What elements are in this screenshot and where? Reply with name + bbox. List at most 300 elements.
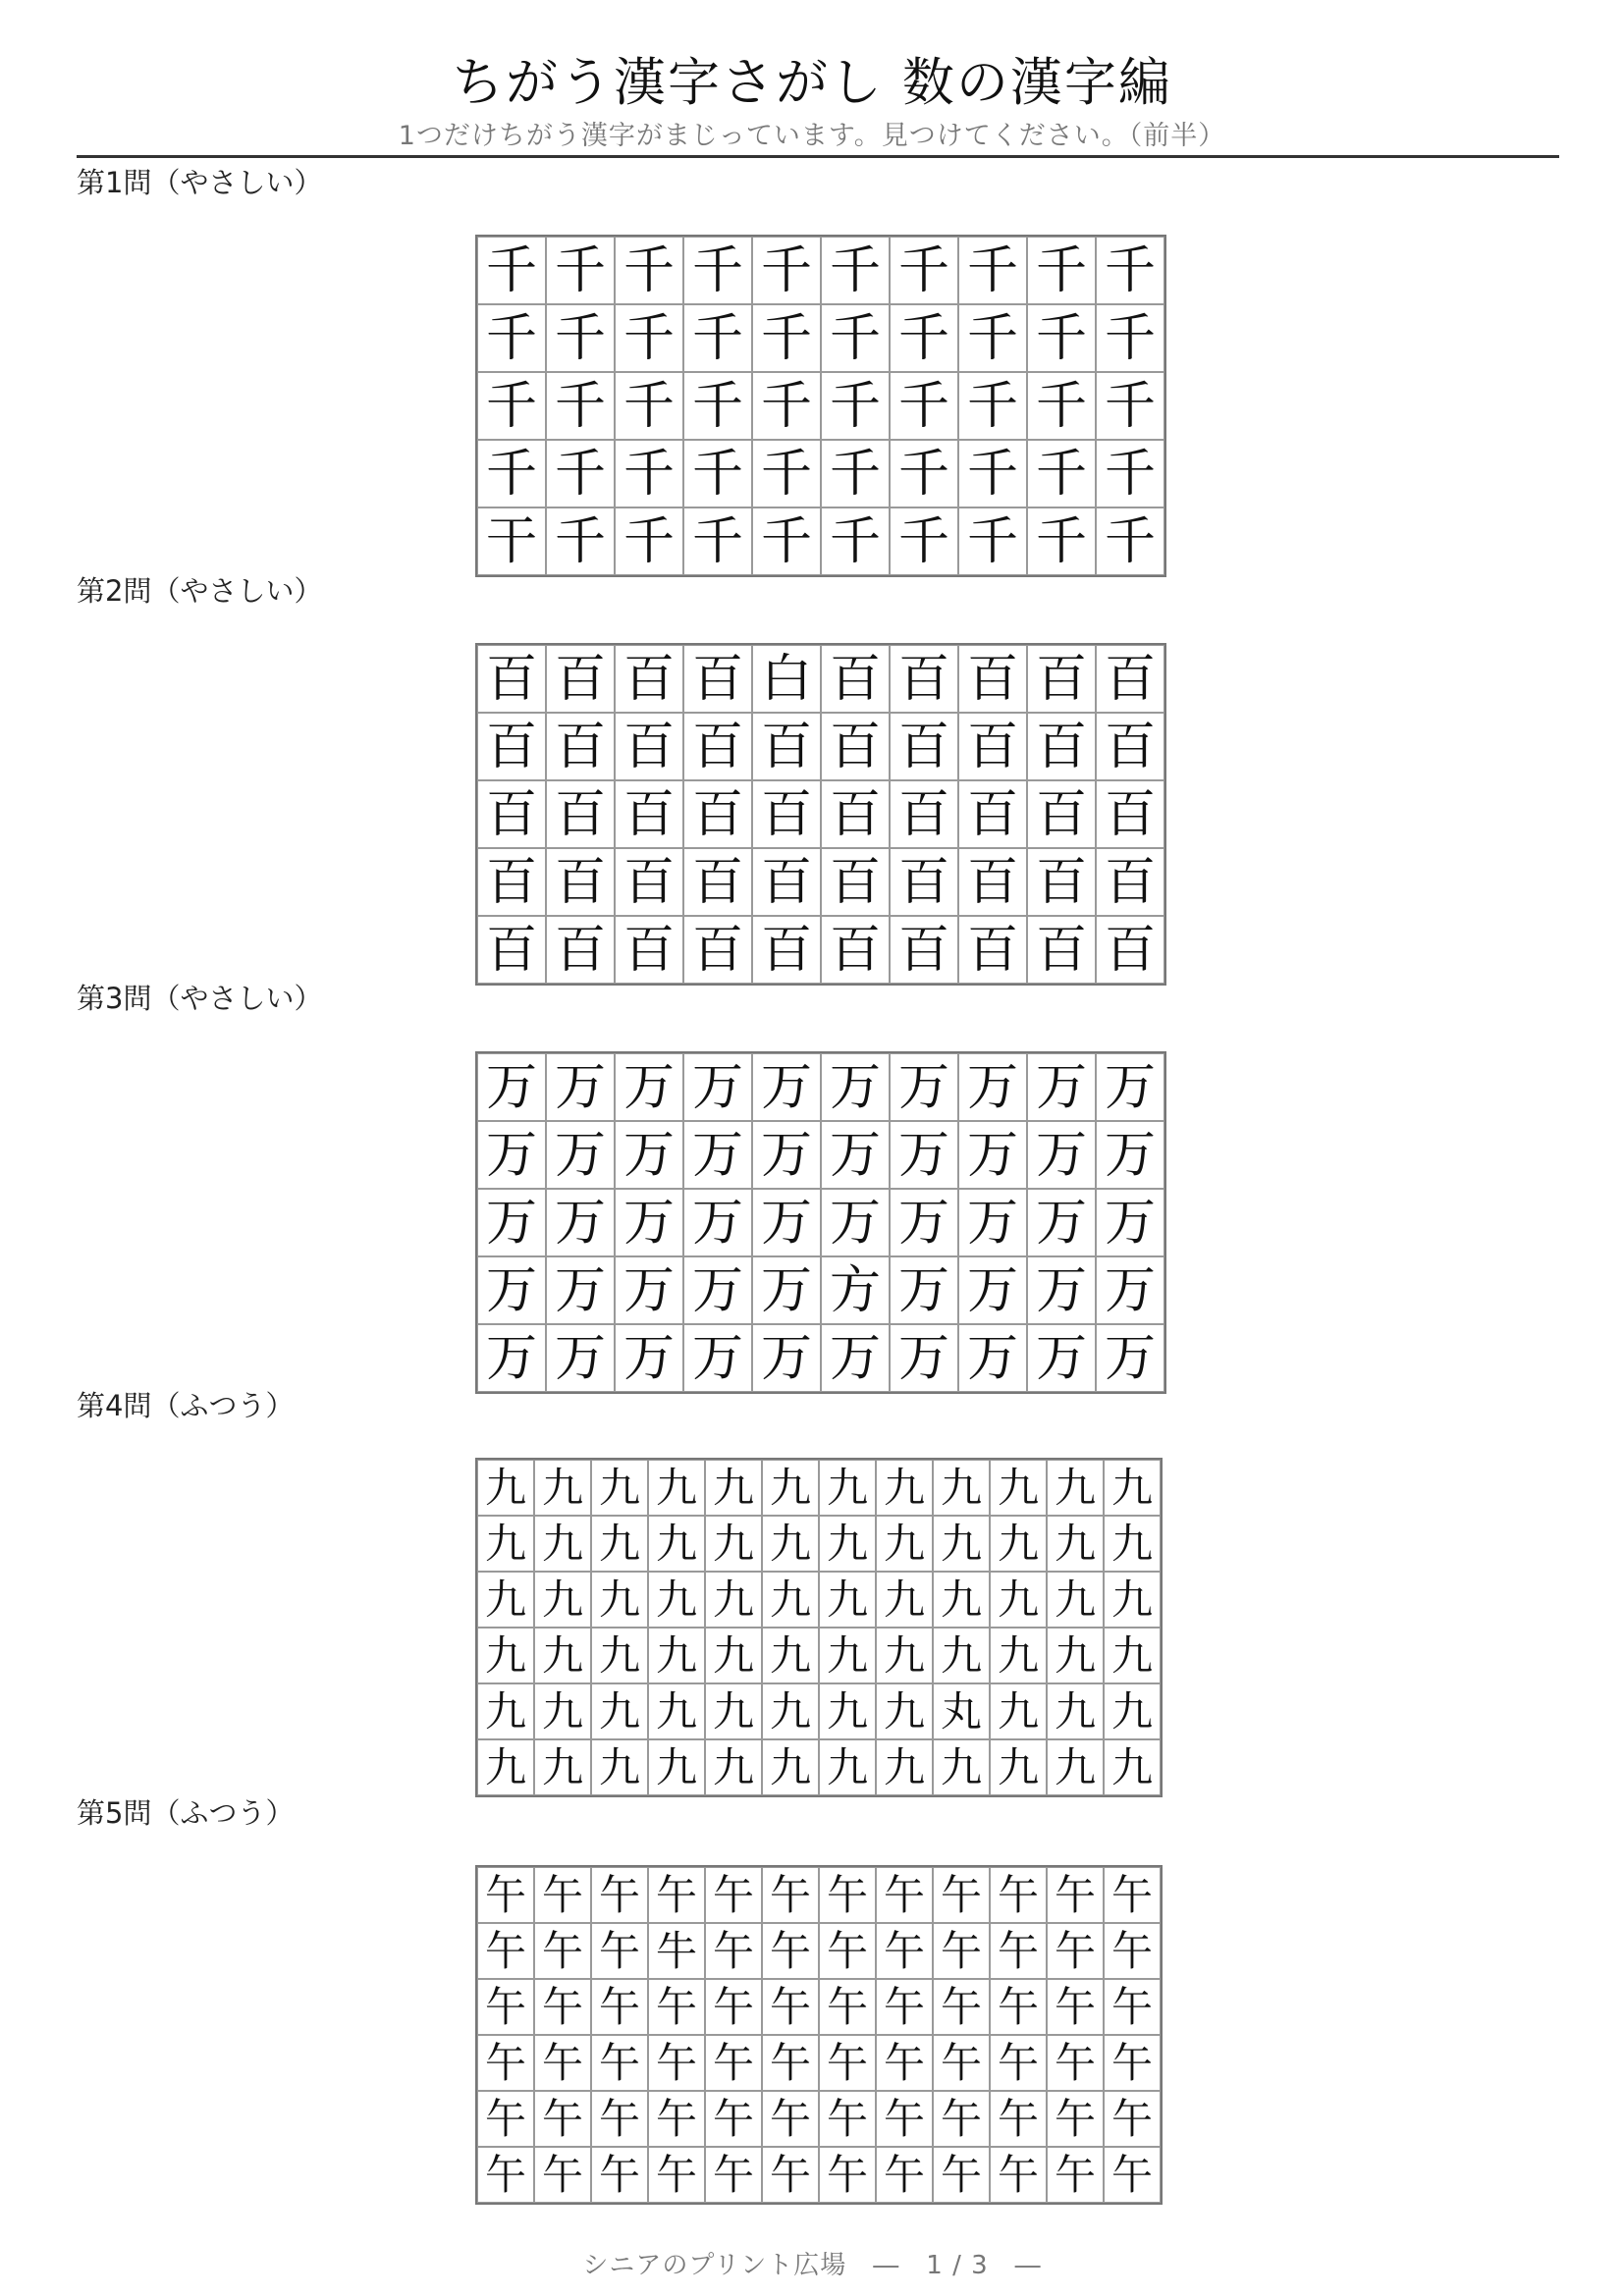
kanji-cell: 万: [615, 1053, 683, 1121]
kanji-cell: 午: [705, 2147, 762, 2203]
kanji-cell: 万: [683, 1189, 752, 1256]
kanji-cell: 丸: [933, 1683, 990, 1739]
kanji-cell: 万: [477, 1256, 546, 1324]
kanji-cell: 九: [591, 1683, 648, 1739]
kanji-cell: 千: [958, 304, 1027, 372]
kanji-cell: 午: [591, 1979, 648, 2035]
kanji-cell: 九: [762, 1572, 819, 1628]
kanji-cell: 万: [958, 1189, 1027, 1256]
kanji-cell: 午: [1047, 1923, 1104, 1979]
kanji-cell: 百: [1027, 645, 1096, 713]
kanji-cell: 九: [876, 1739, 933, 1795]
kanji-cell: 千: [890, 372, 958, 440]
kanji-cell: 九: [933, 1516, 990, 1572]
kanji-cell: 午: [1104, 1979, 1161, 2035]
kanji-cell: 千: [546, 507, 615, 575]
kanji-cell: 九: [648, 1516, 705, 1572]
kanji-cell: 午: [990, 1979, 1047, 2035]
kanji-cell: 牛: [648, 1923, 705, 1979]
kanji-cell: 午: [1104, 2035, 1161, 2091]
kanji-cell: 九: [819, 1739, 876, 1795]
kanji-cell: 九: [477, 1628, 534, 1683]
kanji-cell: 万: [683, 1121, 752, 1189]
kanji-cell: 千: [890, 237, 958, 304]
kanji-cell: 午: [591, 1923, 648, 1979]
page-title: ちがう漢字さがし 数の漢字編: [452, 53, 1172, 113]
kanji-cell: 万: [821, 1121, 890, 1189]
kanji-cell: 百: [752, 916, 821, 984]
kanji-cell: 九: [1104, 1516, 1161, 1572]
kanji-cell: 百: [821, 916, 890, 984]
kanji-cell: 千: [821, 237, 890, 304]
question-5-label: 第5問（ふつう）: [77, 1796, 295, 1830]
kanji-cell: 百: [683, 848, 752, 916]
kanji-cell: 万: [821, 1324, 890, 1392]
kanji-cell: 万: [752, 1324, 821, 1392]
kanji-cell: 万: [546, 1053, 615, 1121]
kanji-cell: 午: [933, 1867, 990, 1923]
kanji-cell: 午: [534, 2147, 591, 2203]
kanji-cell: 千: [546, 440, 615, 507]
kanji-cell: 午: [591, 1867, 648, 1923]
kanji-cell: 万: [752, 1189, 821, 1256]
kanji-cell: 九: [648, 1572, 705, 1628]
page-subtitle: 1つだけちがう漢字がまじっています。見つけてください。（前半）: [398, 121, 1226, 151]
kanji-cell: 午: [819, 2035, 876, 2091]
kanji-cell: 午: [477, 1979, 534, 2035]
kanji-cell: 九: [591, 1628, 648, 1683]
kanji-cell: 九: [591, 1516, 648, 1572]
kanji-cell: 午: [819, 1867, 876, 1923]
kanji-cell: 千: [546, 304, 615, 372]
kanji-cell: 百: [958, 713, 1027, 780]
kanji-cell: 午: [705, 2035, 762, 2091]
kanji-cell: 千: [1027, 507, 1096, 575]
kanji-cell: 百: [1027, 848, 1096, 916]
kanji-cell: 午: [648, 1979, 705, 2035]
kanji-cell: 午: [933, 2147, 990, 2203]
kanji-cell: 万: [683, 1324, 752, 1392]
kanji-cell: 千: [1096, 237, 1164, 304]
kanji-cell: 午: [705, 2091, 762, 2147]
question-4-label: 第4問（ふつう）: [77, 1389, 295, 1422]
kanji-cell: 午: [933, 1979, 990, 2035]
kanji-cell: 千: [615, 372, 683, 440]
kanji-cell: 九: [990, 1572, 1047, 1628]
kanji-cell: 九: [534, 1739, 591, 1795]
kanji-cell: 午: [591, 2091, 648, 2147]
kanji-cell: 九: [876, 1628, 933, 1683]
kanji-cell: 午: [705, 1979, 762, 2035]
kanji-cell: 千: [477, 304, 546, 372]
kanji-cell: 百: [683, 713, 752, 780]
kanji-cell: 万: [1096, 1121, 1164, 1189]
kanji-cell: 百: [615, 780, 683, 848]
kanji-cell: 百: [477, 713, 546, 780]
kanji-cell: 九: [819, 1572, 876, 1628]
kanji-cell: 午: [1104, 1923, 1161, 1979]
kanji-cell: 千: [477, 237, 546, 304]
kanji-cell: 午: [591, 2035, 648, 2091]
kanji-cell: 万: [477, 1121, 546, 1189]
kanji-cell: 九: [534, 1628, 591, 1683]
kanji-cell: 万: [1027, 1324, 1096, 1392]
kanji-cell: 千: [615, 440, 683, 507]
kanji-cell: 九: [933, 1572, 990, 1628]
kanji-cell: 百: [546, 645, 615, 713]
kanji-cell: 九: [477, 1739, 534, 1795]
kanji-cell: 千: [1027, 440, 1096, 507]
kanji-cell: 午: [876, 1979, 933, 2035]
kanji-cell: 午: [990, 1867, 1047, 1923]
kanji-cell: 九: [477, 1516, 534, 1572]
kanji-cell: 午: [876, 2035, 933, 2091]
kanji-cell: 千: [752, 372, 821, 440]
kanji-cell: 万: [477, 1053, 546, 1121]
kanji-cell: 百: [683, 645, 752, 713]
kanji-cell: 千: [683, 507, 752, 575]
kanji-cell: 午: [534, 2035, 591, 2091]
kanji-cell: 百: [958, 916, 1027, 984]
kanji-cell: 午: [477, 2147, 534, 2203]
kanji-cell: 百: [683, 780, 752, 848]
question-3-grid: [475, 1051, 1166, 1394]
kanji-cell: 午: [990, 2147, 1047, 2203]
kanji-cell: 百: [821, 848, 890, 916]
kanji-cell: 千: [821, 440, 890, 507]
kanji-cell: 千: [752, 304, 821, 372]
kanji-cell: 百: [615, 848, 683, 916]
kanji-cell: 午: [819, 2147, 876, 2203]
kanji-cell: 万: [477, 1189, 546, 1256]
kanji-cell: 午: [762, 1867, 819, 1923]
kanji-cell: 午: [1047, 2035, 1104, 2091]
kanji-cell: 千: [615, 304, 683, 372]
kanji-cell: 九: [1047, 1739, 1104, 1795]
kanji-cell: 百: [958, 780, 1027, 848]
kanji-cell: 万: [477, 1324, 546, 1392]
kanji-cell: 午: [477, 1923, 534, 1979]
kanji-cell: 千: [1096, 507, 1164, 575]
kanji-cell: 千: [1096, 372, 1164, 440]
kanji-cell: 九: [876, 1683, 933, 1739]
kanji-cell: 午: [534, 1979, 591, 2035]
kanji-cell: 万: [615, 1121, 683, 1189]
kanji-cell: 九: [591, 1460, 648, 1516]
kanji-cell: 万: [958, 1324, 1027, 1392]
kanji-cell: 千: [1096, 304, 1164, 372]
kanji-cell: 百: [958, 645, 1027, 713]
kanji-cell: 午: [648, 2091, 705, 2147]
kanji-cell: 百: [821, 713, 890, 780]
kanji-cell: 百: [890, 645, 958, 713]
kanji-cell: 午: [705, 1923, 762, 1979]
kanji-cell: 午: [876, 2147, 933, 2203]
kanji-cell: 千: [821, 507, 890, 575]
kanji-cell: 午: [648, 2147, 705, 2203]
kanji-cell: 午: [534, 1867, 591, 1923]
kanji-cell: 九: [1104, 1739, 1161, 1795]
kanji-cell: 九: [762, 1683, 819, 1739]
kanji-cell: 九: [591, 1739, 648, 1795]
kanji-cell: 百: [546, 848, 615, 916]
kanji-cell: 午: [648, 1867, 705, 1923]
kanji-cell: 千: [752, 507, 821, 575]
kanji-cell: 午: [762, 1923, 819, 1979]
kanji-cell: 午: [990, 1923, 1047, 1979]
kanji-cell: 九: [1104, 1460, 1161, 1516]
kanji-cell: 午: [933, 2091, 990, 2147]
kanji-cell: 百: [546, 780, 615, 848]
kanji-cell: 万: [752, 1121, 821, 1189]
kanji-cell: 千: [958, 372, 1027, 440]
kanji-cell: 百: [1027, 780, 1096, 848]
kanji-cell: 百: [752, 780, 821, 848]
kanji-cell: 九: [990, 1683, 1047, 1739]
kanji-cell: 万: [683, 1256, 752, 1324]
kanji-cell: 百: [477, 848, 546, 916]
kanji-cell: 九: [819, 1516, 876, 1572]
kanji-cell: 万: [1096, 1256, 1164, 1324]
kanji-cell: 万: [958, 1053, 1027, 1121]
kanji-cell: 百: [752, 713, 821, 780]
kanji-cell: 九: [705, 1460, 762, 1516]
kanji-cell: 百: [615, 713, 683, 780]
kanji-cell: 百: [890, 780, 958, 848]
kanji-cell: 百: [683, 916, 752, 984]
kanji-cell: 九: [1047, 1572, 1104, 1628]
kanji-cell: 千: [890, 507, 958, 575]
kanji-cell: 千: [958, 440, 1027, 507]
kanji-cell: 百: [1096, 713, 1164, 780]
kanji-cell: 千: [752, 440, 821, 507]
kanji-cell: 九: [648, 1460, 705, 1516]
kanji-cell: 午: [534, 1923, 591, 1979]
kanji-cell: 午: [477, 2035, 534, 2091]
kanji-cell: 百: [821, 780, 890, 848]
kanji-cell: 万: [546, 1121, 615, 1189]
kanji-cell: 九: [876, 1460, 933, 1516]
kanji-cell: 万: [958, 1121, 1027, 1189]
kanji-cell: 万: [546, 1256, 615, 1324]
kanji-cell: 午: [477, 2091, 534, 2147]
question-3-label: 第3問（やさしい）: [77, 982, 323, 1015]
kanji-cell: 九: [648, 1628, 705, 1683]
kanji-cell: 九: [1104, 1683, 1161, 1739]
kanji-cell: 午: [648, 2035, 705, 2091]
kanji-cell: 万: [615, 1324, 683, 1392]
kanji-cell: 万: [890, 1324, 958, 1392]
kanji-cell: 万: [821, 1189, 890, 1256]
kanji-cell: 九: [819, 1683, 876, 1739]
kanji-cell: 午: [876, 2091, 933, 2147]
kanji-cell: 千: [683, 304, 752, 372]
kanji-cell: 午: [1047, 2091, 1104, 2147]
kanji-cell: 千: [890, 440, 958, 507]
kanji-cell: 万: [890, 1053, 958, 1121]
question-5-grid: [475, 1865, 1163, 2205]
kanji-cell: 九: [534, 1516, 591, 1572]
kanji-cell: 午: [876, 1867, 933, 1923]
kanji-cell: 午: [819, 1979, 876, 2035]
kanji-cell: 千: [752, 237, 821, 304]
kanji-cell: 九: [534, 1572, 591, 1628]
kanji-cell: 百: [1096, 780, 1164, 848]
kanji-cell: 万: [821, 1053, 890, 1121]
kanji-cell: 九: [762, 1460, 819, 1516]
kanji-cell: 万: [1096, 1053, 1164, 1121]
kanji-cell: 九: [648, 1739, 705, 1795]
kanji-cell: 百: [477, 916, 546, 984]
kanji-cell: 午: [762, 2091, 819, 2147]
kanji-cell: 九: [591, 1572, 648, 1628]
kanji-cell: 九: [477, 1683, 534, 1739]
kanji-cell: 万: [546, 1324, 615, 1392]
kanji-cell: 午: [819, 2091, 876, 2147]
kanji-cell: 九: [1047, 1460, 1104, 1516]
kanji-cell: 九: [876, 1516, 933, 1572]
kanji-cell: 九: [705, 1739, 762, 1795]
kanji-cell: 万: [958, 1256, 1027, 1324]
kanji-cell: 午: [762, 1979, 819, 2035]
kanji-cell: 千: [683, 440, 752, 507]
kanji-cell: 九: [819, 1460, 876, 1516]
kanji-cell: 万: [683, 1053, 752, 1121]
kanji-cell: 百: [546, 713, 615, 780]
kanji-cell: 千: [1027, 237, 1096, 304]
kanji-cell: 千: [1096, 440, 1164, 507]
question-1-grid: [475, 235, 1166, 577]
kanji-cell: 千: [477, 440, 546, 507]
kanji-cell: 百: [546, 916, 615, 984]
kanji-cell: 千: [890, 304, 958, 372]
kanji-cell: 千: [615, 507, 683, 575]
kanji-cell: 万: [1027, 1121, 1096, 1189]
kanji-cell: 九: [762, 1628, 819, 1683]
kanji-cell: 万: [752, 1256, 821, 1324]
kanji-cell: 千: [546, 237, 615, 304]
kanji-cell: 九: [990, 1628, 1047, 1683]
kanji-cell: 午: [933, 1923, 990, 1979]
kanji-cell: 千: [477, 372, 546, 440]
kanji-cell: 午: [990, 2035, 1047, 2091]
kanji-cell: 百: [1096, 848, 1164, 916]
kanji-cell: 万: [546, 1189, 615, 1256]
kanji-cell: 千: [1027, 304, 1096, 372]
kanji-cell: 九: [705, 1683, 762, 1739]
kanji-cell: 百: [821, 645, 890, 713]
kanji-cell: 九: [534, 1683, 591, 1739]
kanji-cell: 午: [819, 1923, 876, 1979]
kanji-cell: 万: [890, 1189, 958, 1256]
kanji-cell: 万: [615, 1189, 683, 1256]
kanji-cell: 九: [1104, 1628, 1161, 1683]
kanji-cell: 万: [752, 1053, 821, 1121]
kanji-cell: 九: [990, 1516, 1047, 1572]
page-footer: シニアのプリント広場 ― 1 / 3 ―: [582, 2251, 1042, 2280]
kanji-cell: 九: [477, 1572, 534, 1628]
kanji-cell: 百: [1096, 645, 1164, 713]
kanji-cell: 百: [890, 916, 958, 984]
kanji-cell: 千: [546, 372, 615, 440]
kanji-cell: 九: [762, 1516, 819, 1572]
kanji-cell: 千: [615, 237, 683, 304]
kanji-cell: 千: [821, 304, 890, 372]
kanji-cell: 万: [1027, 1256, 1096, 1324]
kanji-cell: 千: [683, 237, 752, 304]
kanji-cell: 九: [933, 1628, 990, 1683]
question-2-label: 第2問（やさしい）: [77, 574, 323, 608]
kanji-cell: 午: [1104, 1867, 1161, 1923]
kanji-cell: 九: [1047, 1516, 1104, 1572]
kanji-cell: 百: [1027, 713, 1096, 780]
kanji-cell: 午: [933, 2035, 990, 2091]
kanji-cell: 百: [477, 780, 546, 848]
kanji-cell: 千: [958, 507, 1027, 575]
kanji-cell: 九: [876, 1572, 933, 1628]
kanji-cell: 午: [990, 2091, 1047, 2147]
kanji-cell: 万: [615, 1256, 683, 1324]
kanji-cell: 午: [1047, 1867, 1104, 1923]
kanji-cell: 万: [890, 1121, 958, 1189]
kanji-cell: 午: [762, 2035, 819, 2091]
kanji-cell: 午: [477, 1867, 534, 1923]
kanji-cell: 九: [1047, 1628, 1104, 1683]
kanji-cell: 午: [534, 2091, 591, 2147]
kanji-cell: 百: [615, 916, 683, 984]
question-1-label: 第1問（やさしい）: [77, 166, 323, 199]
kanji-cell: 白: [752, 645, 821, 713]
kanji-cell: 万: [1027, 1189, 1096, 1256]
kanji-cell: 千: [958, 237, 1027, 304]
kanji-cell: 百: [752, 848, 821, 916]
kanji-cell: 九: [933, 1739, 990, 1795]
kanji-cell: 万: [1027, 1053, 1096, 1121]
kanji-cell: 九: [933, 1460, 990, 1516]
kanji-cell: 九: [762, 1739, 819, 1795]
kanji-cell: 午: [1104, 2091, 1161, 2147]
kanji-cell: 九: [990, 1739, 1047, 1795]
kanji-cell: 万: [890, 1256, 958, 1324]
kanji-cell: 九: [705, 1516, 762, 1572]
kanji-cell: 万: [1096, 1189, 1164, 1256]
kanji-cell: 九: [1104, 1572, 1161, 1628]
kanji-cell: 百: [890, 713, 958, 780]
kanji-cell: 午: [1047, 1979, 1104, 2035]
kanji-cell: 方: [821, 1256, 890, 1324]
kanji-cell: 九: [1047, 1683, 1104, 1739]
kanji-cell: 午: [1104, 2147, 1161, 2203]
kanji-cell: 午: [876, 1923, 933, 1979]
kanji-cell: 百: [958, 848, 1027, 916]
question-4-grid: [475, 1458, 1163, 1797]
kanji-cell: 万: [1096, 1324, 1164, 1392]
kanji-cell: 午: [591, 2147, 648, 2203]
kanji-cell: 九: [705, 1628, 762, 1683]
kanji-cell: 九: [477, 1460, 534, 1516]
kanji-cell: 九: [990, 1460, 1047, 1516]
kanji-cell: 百: [477, 645, 546, 713]
kanji-cell: 千: [1027, 372, 1096, 440]
kanji-cell: 百: [1027, 916, 1096, 984]
kanji-cell: 午: [762, 2147, 819, 2203]
question-2-grid: [475, 643, 1166, 986]
kanji-cell: 千: [683, 372, 752, 440]
kanji-cell: 百: [1096, 916, 1164, 984]
kanji-cell: 千: [821, 372, 890, 440]
kanji-cell: 九: [705, 1572, 762, 1628]
kanji-cell: 百: [615, 645, 683, 713]
